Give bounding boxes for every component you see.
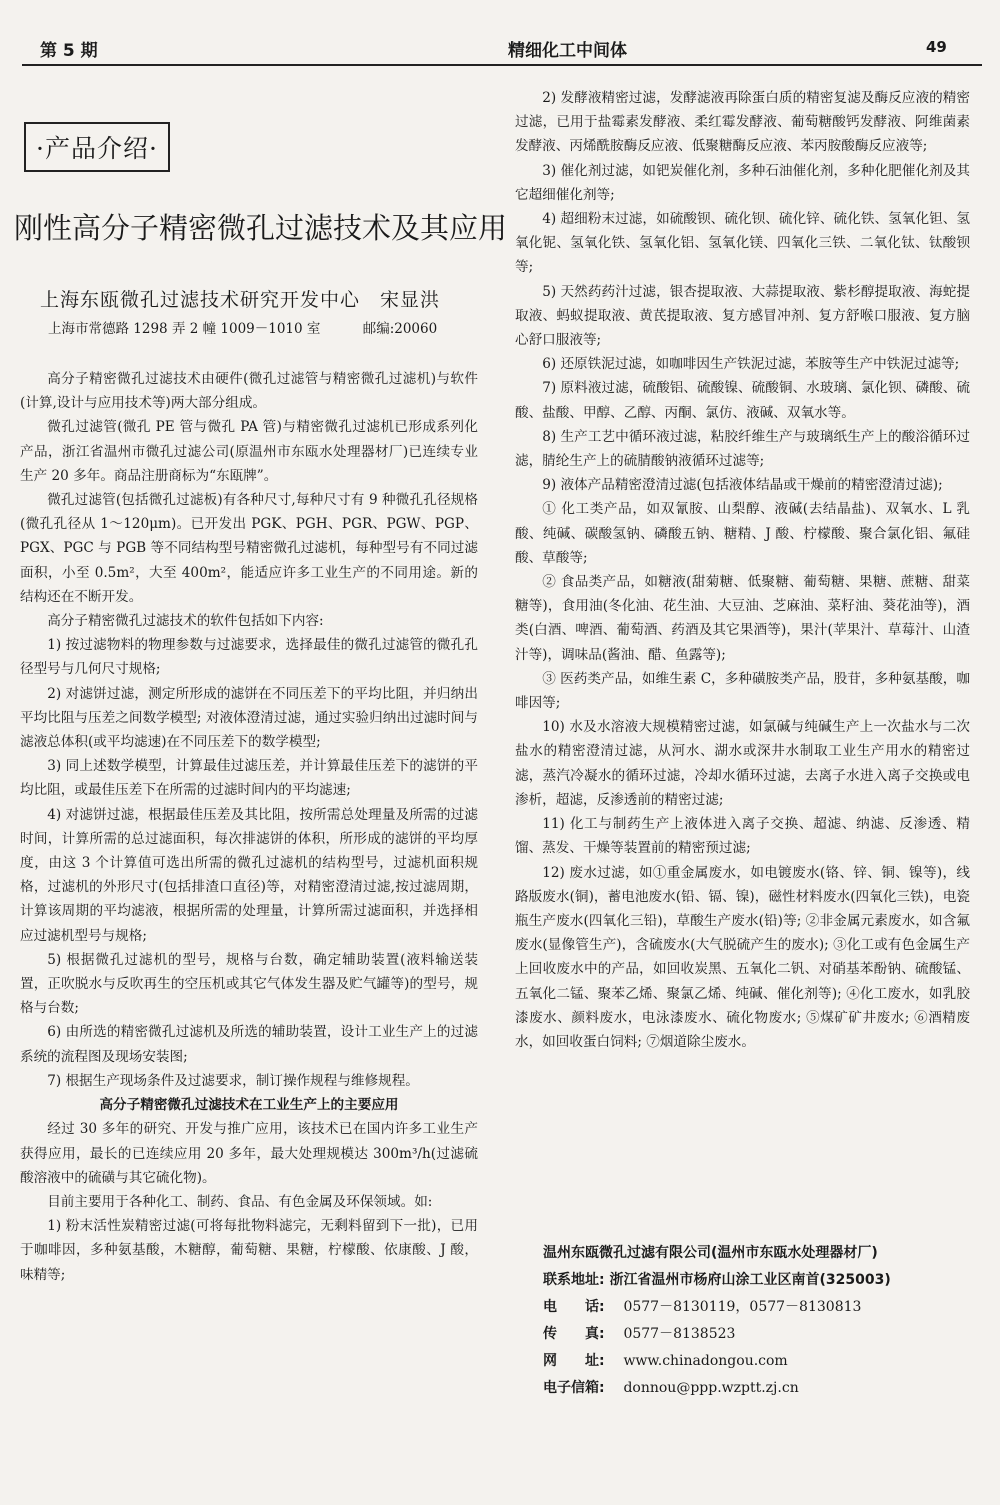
- paragraph: 4) 对滤饼过滤，根据最佳压差及其比阻，按所需总处理量及所需的过滤时间，计算所需的总过滤面积，每次排滤饼的体积，所形成的滤饼的平均厚度，由这 3 个计算值可选出所需的微孔过滤机的结构型号，过滤机面积规格，过滤机的外形尺寸(包括排渣口直径)等，对精密澄清过滤,按过滤周期，计算该周期的平均滤液，根据所需的处理量，计算所需过滤面积，并选择相应过滤机型号与规格;: [20, 806, 478, 944]
- paragraph: 3) 催化剂过滤，如钯炭催化剂，多种石油催化剂，多种化肥催化剂及其它超细催化剂等;: [515, 162, 970, 203]
- paragraph: 8) 生产工艺中循环液过滤，粘胶纤维生产与玻璃纸生产上的酸浴循环过滤，腈纶生产上的硫腈酸钠液循环过滤等;: [515, 428, 970, 470]
- paragraph: 目前主要用于各种化工、制药、食品、有色金属及环保领域。如:: [47, 1193, 433, 1210]
- paragraph: 9) 液体产品精密澄清过滤(包括液体结晶或干燥前的精密澄清过滤);: [542, 477, 943, 494]
- paragraph: 6) 还原铁泥过滤，如咖啡因生产铁泥过滤，苯胺等生产中铁泥过滤等;: [542, 356, 960, 373]
- paragraph: 12) 废水过滤，如①重金属废水，如电镀废水(铬、锌、铜、镍等)，线路版废水(铜)，蓄电池废水(铅、镉、镍)，磁性材料废水(四氧化三铁)，电瓷瓶生产废水(四氧化三铅)，草酸生产废水(铅)等; ②非金属元素废水，如含氟废水(显像管生产)，含硫废水(大气脱硫产生的废水); ③化工或有色金属生产上回收废水中的产品，如回收炭黑、五氧化二钒、对硝基苯酚钠、硫酸锰、五氧化二锰、聚苯乙烯、聚氯乙烯、纯碱、催化剂等); ④化工废水，如乳胶漆废水、颜料废水，电泳漆废水、硫化物废水; ⑤煤矿矿井废水; ⑥酒精废水，如回收蛋白饲料; ⑦烟道除尘废水。: [515, 864, 970, 1050]
- contact-address: [543, 1267, 891, 1294]
- subheading: 高分子精密微孔过滤技术在工业生产上的主要应用: [99, 1097, 399, 1114]
- paragraph: ③ 医药类产品，如维生素 C，多种磺胺类产品，股苷，多种氨基酸，咖啡因等;: [515, 670, 970, 712]
- paragraph: 4) 超细粉末过滤，如硫酸钡、硫化钡、硫化锌、硫化铁、氢氧化钽、氢氧化铌、氢氧化铁、氢氧化铝、氢氧化镁、四氧化三铁、二氧化钛、钛酸钡等;: [515, 211, 970, 276]
- paragraph: 2) 发酵液精密过滤，发酵滤液再除蛋白质的精密复滤及酶反应液的精密过滤，已用于盐霉素发酵液、柔红霉发酵液、葡萄糖酸钙发酵液、阿维菌素发酵液、丙烯酰胺酶反应液、低聚糖酶反应液、苯丙胺酸酶反应液等;: [515, 90, 970, 155]
- postcode: 邮编:20060: [362, 321, 438, 337]
- article-title: 刚性高分子精密微孔过滤技术及其应用: [14, 211, 508, 245]
- paragraph: 6) 由所选的精密微孔过滤机及所选的辅助装置，设计工业生产上的过滤系统的流程图及现场安装图;: [20, 1024, 478, 1065]
- paragraph: 微孔过滤管(包括微孔过滤板)有各种尺寸,每种尺寸有 9 种微孔孔径规格(微孔孔径从 1～120μm)。已开发出 PGK、PGH、PGR、PGW、PGP、PGX、PGC 与 PGB 等不同结构型号精密微孔过滤机，每种型号有不同过滤面积，小至 0.5m²，大至 400m²，能适应许多工业生产的不同用途。新的结构还在不断开发。: [20, 492, 478, 605]
- paragraph: ① 化工类产品，如双氰胺、山梨醇、液碱(去结晶盐)、双氧水、L 乳酸、纯碱、碳酸氢钠、磷酸五钠、糖精、J 酸、柠檬酸、聚合氯化铝、氟硅酸、草酸等;: [515, 501, 970, 566]
- right-column: [515, 86, 970, 1054]
- paragraph: 5) 天然药药汁过滤，银杏提取液、大蒜提取液、紫杉醇提取液、海蛇提取液、蚂蚁提取液、黄芪提取液、复方感冒冲剂、复方舒喉口服液、复方脑心舒口服液等;: [515, 283, 970, 349]
- paragraph: 2) 对滤饼过滤，测定所形成的滤饼在不同压差下的平均比阻，并归纳出平均比阻与压差之间数学模型; 对液体澄清过滤，通过实验归纳出过滤时间与滤液总体积(或平均滤速)在不同压差下的数学模型;: [20, 685, 478, 751]
- issue-number: 第 5 期: [40, 41, 98, 61]
- paragraph: 高分子精密微孔过滤技术的软件包括如下内容:: [47, 613, 324, 630]
- paragraph: 微孔过滤管(微孔 PE 管与微孔 PA 管)与精密微孔过滤机已形成系列化产品，浙江省温州市微孔过滤公司(原温州市东瓯水处理器材厂)已连续专业生产 20 多年。商品注册商标为“东瓯牌”。: [20, 419, 478, 484]
- author-address: [48, 317, 437, 337]
- contact-email: [543, 1375, 891, 1402]
- paragraph: 1) 按过滤物料的物理参数与过滤要求，选择最佳的微孔过滤管的微孔孔径型号与几何尺寸规格;: [20, 637, 478, 678]
- contact-web: [543, 1348, 891, 1375]
- journal-name: 精细化工中间体: [508, 41, 627, 61]
- web-label: 网 址:: [543, 1353, 605, 1369]
- company-name: 温州东瓯微孔过滤有限公司(温州市东瓯水处理器材厂): [543, 1245, 878, 1261]
- contact-fax: [543, 1321, 891, 1348]
- fax-label: 传 真:: [543, 1326, 605, 1342]
- paragraph: ② 食品类产品，如糖液(甜菊糖、低聚糖、葡萄糖、果糖、蔗糖、甜菜糖等)，食用油(冬化油、花生油、大豆油、芝麻油、菜籽油、葵花油等)，酒类(白酒、啤酒、葡萄酒、药酒及其它果酒等)，果汁(苹果汁、草莓汁、山渣汁等)，调味品(酱油、醋、鱼露等);: [515, 574, 970, 663]
- paragraph: 经过 30 多年的研究、开发与推广应用，该技术已在国内许多工业生产获得应用，最长的已连续应用 20 多年，最大处理规模达 300m³/h(过滤硫酸溶液中的硫磺与其它硫化物)。: [20, 1121, 478, 1186]
- paragraph: 11) 化工与制药生产上液体进入离子交换、超滤、纳滤、反渗透、精馏、蒸发、干燥等装置前的精密预过滤;: [515, 816, 970, 857]
- page-number: 49: [926, 38, 947, 56]
- left-column: [20, 367, 478, 1287]
- paragraph: 1) 粉末活性炭精密过滤(可将每批物料滤完，无剩料留到下一批)，已用于咖啡因，多种氨基酸，木糖醇，葡萄糖、果糖，柠檬酸、依康酸、J 酸，味精等;: [20, 1218, 478, 1283]
- header-rule: [22, 64, 982, 66]
- web-value: www.chinadongou.com: [623, 1353, 788, 1369]
- paragraph: 3) 同上述数学模型，计算最佳过滤压差，并计算最佳压差下的滤饼的平均比阻，或最佳压差下在所需的过滤时间内的平均滤速;: [20, 758, 478, 799]
- address-value: 浙江省温州市杨府山涂工业区南首(325003): [609, 1272, 891, 1288]
- contact-phone: [543, 1294, 891, 1321]
- author-affiliation: 上海东瓯微孔过滤技术研究开发中心 宋显洪: [40, 289, 441, 311]
- page-header: [0, 0, 1000, 66]
- paragraph: 10) 水及水溶液大规模精密过滤，如氯碱与纯碱生产上一次盐水与二次盐水的精密澄清过滤，从河水、湖水或深井水制取工业生产用水的精密过滤，蒸汽冷凝水的循环过滤，冷却水循环过滤，去离子水进入离子交换或电渗析，超滤，反渗透前的精密过滤;: [515, 719, 970, 808]
- paragraph: 7) 根据生产现场条件及过滤要求，制订操作规程与维修规程。: [47, 1072, 419, 1089]
- phone-value: 0577－8130119，0577－8130813: [623, 1299, 862, 1315]
- email-label: 电子信箱:: [543, 1380, 605, 1396]
- address-label: 联系地址:: [543, 1272, 605, 1288]
- phone-label: 电 话:: [543, 1299, 605, 1315]
- paragraph: 高分子精密微孔过滤技术由硬件(微孔过滤管与精密微孔过滤机)与软件(计算,设计与应用技术等)两大部分组成。: [20, 371, 478, 412]
- email-value: donnou@ppp.wzptt.zj.cn: [623, 1380, 799, 1396]
- address-text: 上海市常德路 1298 弄 2 幢 1009－1010 室: [48, 321, 321, 337]
- fax-value: 0577－8138523: [623, 1326, 736, 1342]
- paragraph: 7) 原料液过滤，硫酸铝、硫酸镍、硫酸铜、水玻璃、氯化钡、磷酸、硫酸、盐酸、甲醇、乙醇、丙酮、氯仿、液碱、双氧水等。: [515, 380, 970, 421]
- paragraph: 5) 根据微孔过滤机的型号，规格与台数，确定辅助装置(液料输送装置，正吹脱水与反吹再生的空压机或其它气体发生器及贮气罐等)的型号，规格与台数;: [20, 951, 478, 1017]
- section-label: ·产品介绍·: [24, 122, 170, 172]
- contact-block: [543, 1240, 891, 1402]
